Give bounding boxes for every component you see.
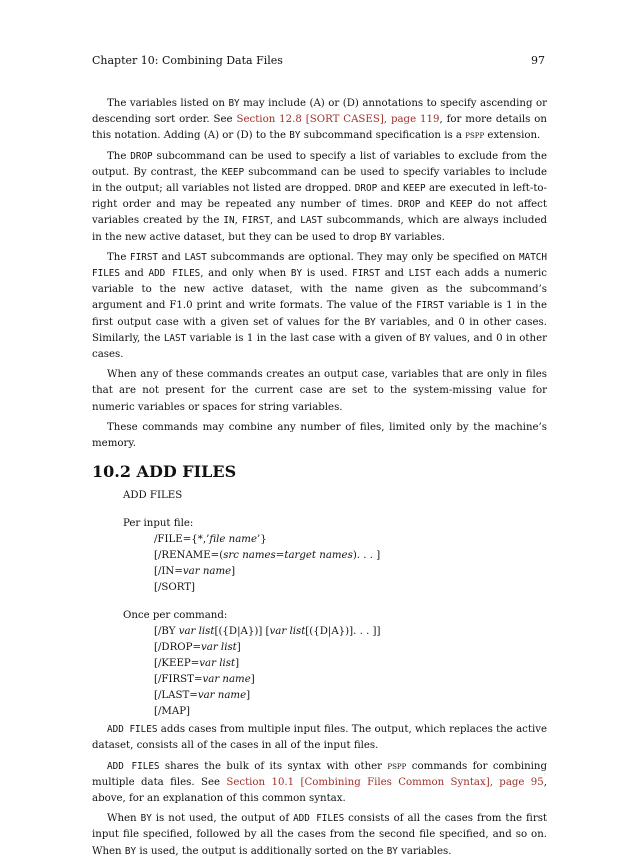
running-header <box>92 53 545 69</box>
syntax-last-line: [/LAST=var name] <box>154 690 251 702</box>
paragraph-by-output: When BY is not used, the output of ADD FILES consists of all the cases from the first input file specified, followed by all the cases from the second file specified, and so on. When BY is used, the output is additionally sorted on the BY variables. <box>92 813 548 857</box>
syntax-by-line: [/BY var list[({D|A})] [var list[({D|A})]. . . ]] <box>154 626 381 638</box>
syntax-block <box>92 488 547 720</box>
page-number: 97 <box>531 54 545 67</box>
syntax-map-line: [/MAP] <box>154 706 191 718</box>
syntax-sort-line: [/SORT] <box>154 582 195 594</box>
sort-cases-link[interactable]: Section 12.8 [SORT CASES], page 119 <box>236 114 440 126</box>
syntax-rename-line: [/RENAME=(src names=target names). . . ] <box>154 550 381 562</box>
paragraph-common-syntax: ADD FILES shares the bulk of its syntax with other pspp commands for combining multiple data files. See Section 10.1 [Combining Files Common Syntax], page 95, above, for an explanation of this common syntax. <box>92 760 548 805</box>
paragraph-missing-values: When any of these commands creates an output case, variables that are only in files that are not present for the current case are set to the system-missing value for numeric variables or spaces for string variables. <box>92 369 547 413</box>
page-body <box>92 96 547 864</box>
syntax-per-input-label: Per input file: <box>123 518 194 530</box>
syntax-drop-line: [/DROP=var list] <box>154 642 241 654</box>
paragraph-memory: These commands may combine any number of files, limited only by the machine’s memory. <box>92 421 547 450</box>
section-heading: 10.2 ADD FILES <box>92 462 237 482</box>
syntax-first-line: [/FIRST=var name] <box>154 674 255 686</box>
paragraph-add-files-intro: ADD FILES adds cases from multiple input files. The output, which replaces the active dataset, consists all of the cases in all of the input files. <box>92 724 548 752</box>
paragraph-drop-keep: The DROP subcommand can be used to specify a list of variables to exclude from the output. By contrast, the KEEP subcommand can be used to specify variables to include in the output; all variables not listed are dropped. DROP and KEEP are executed in left-to-right order and may be repeated any number of times. DROP and KEEP do not affect variables created by the IN, FIRST, and LAST subcommands, which are always included in the new active dataset, but they can be used to drop BY variables. <box>92 150 548 243</box>
chapter-title: Chapter 10: Combining Data Files <box>92 54 283 67</box>
paragraph-by-annotations: The variables listed on BY may include (A) or (D) annotations to specify ascending or descending sort order. See Section 12.8 [SORT CASES], page 119, for more details on this notation. Adding (A) or (D) to the BY subcommand specification is a pspp extension. <box>92 98 547 142</box>
paragraph-first-last: The FIRST and LAST subcommands are optional. They may only be specified on MATCH FILES and ADD FILES, and only when BY is used. FIRST and LIST each adds a numeric variable to the new active dataset, with the name given as the subcommand’s argument and F1.0 print and write formats. The value of the FIRST variable is 1 in the first output case with a given set of values for the BY variables, and 0 in other cases. Similarly, the LAST variable is 1 in the last case with a given of BY values, and 0 in other cases. <box>92 251 548 361</box>
common-syntax-link[interactable]: Section 10.1 [Combining Files Common Syntax], page 95 <box>226 776 544 788</box>
syntax-in-line: [/IN=var name] <box>154 566 236 578</box>
syntax-keep-line: [/KEEP=var list] <box>154 658 240 670</box>
syntax-command: ADD FILES <box>123 490 183 502</box>
syntax-once-label: Once per command: <box>123 610 228 622</box>
syntax-file-line: /FILE={*,’file name’} <box>154 534 267 546</box>
